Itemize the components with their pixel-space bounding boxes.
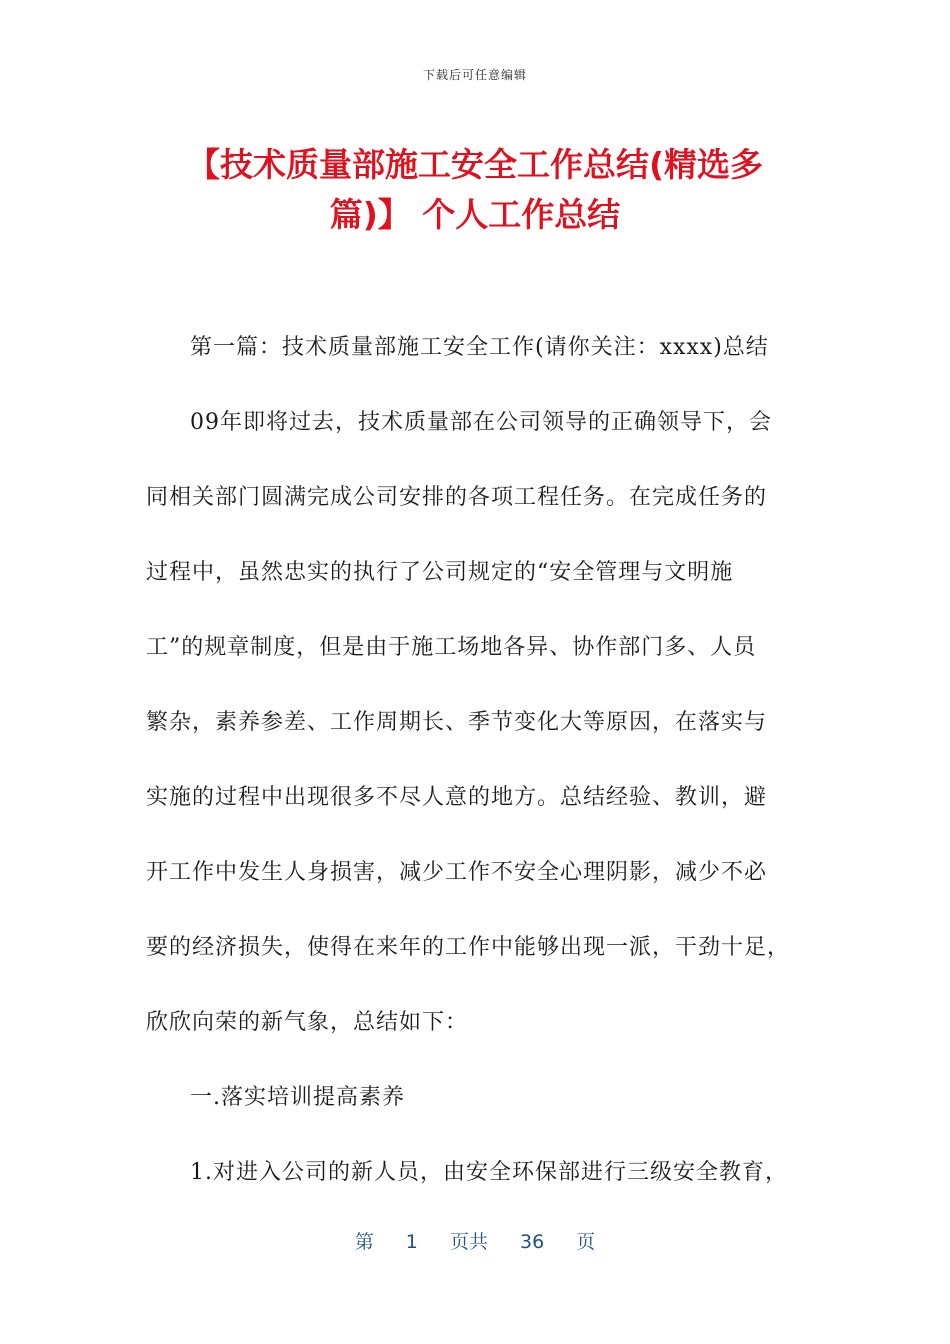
title-line-1: 【技术质量部施工安全工作总结(精选多 <box>186 145 764 184</box>
footer-suffix: 页 <box>576 1231 596 1253</box>
title-line-2: 篇)】 个人工作总结 <box>329 195 621 234</box>
paragraph-line: 实施的过程中出现很多不尽人意的地方。总结经验、教训，避 <box>146 785 768 810</box>
subheading: 一.落实培训提高素养 <box>190 1085 405 1110</box>
footer-page-number: 1 <box>405 1231 418 1253</box>
paragraph-line: 繁杂，素养参差、工作周期长、季节变化大等原因，在落实与 <box>146 710 768 735</box>
paragraph-line: 过程中，虽然忠实的执行了公司规定的“安全管理与文明施 <box>146 560 734 585</box>
paragraph-line: 要的经济损失，使得在来年的工作中能够出现一派，干劲十足， <box>146 935 791 960</box>
footer-total-pages: 36 <box>520 1231 545 1253</box>
page-footer <box>0 1227 950 1254</box>
list-item: 1.对进入公司的新人员，由安全环保部进行三级安全教育， <box>190 1160 788 1185</box>
footer-prefix: 第 <box>354 1231 374 1253</box>
footer-middle: 页共 <box>449 1231 488 1253</box>
section-heading: 第一篇：技术质量部施工安全工作(请你关注：xxxx)总结 <box>190 335 769 360</box>
paragraph-line: 欣欣向荣的新气象，总结如下： <box>146 1010 469 1035</box>
document-title <box>150 140 800 240</box>
paragraph-line: 工”的规章制度，但是由于施工场地各异、协作部门多、人员 <box>146 635 757 660</box>
paragraph-line: 09年即将过去，技术质量部在公司领导的正确领导下，会 <box>190 410 772 435</box>
paragraph-line: 同相关部门圆满完成公司安排的各项工程任务。在完成任务的 <box>146 485 768 510</box>
header-note: 下载后可任意编辑 <box>422 68 527 82</box>
paragraph-line: 开工作中发生人身损害，减少工作不安全心理阴影，减少不必 <box>146 860 768 885</box>
